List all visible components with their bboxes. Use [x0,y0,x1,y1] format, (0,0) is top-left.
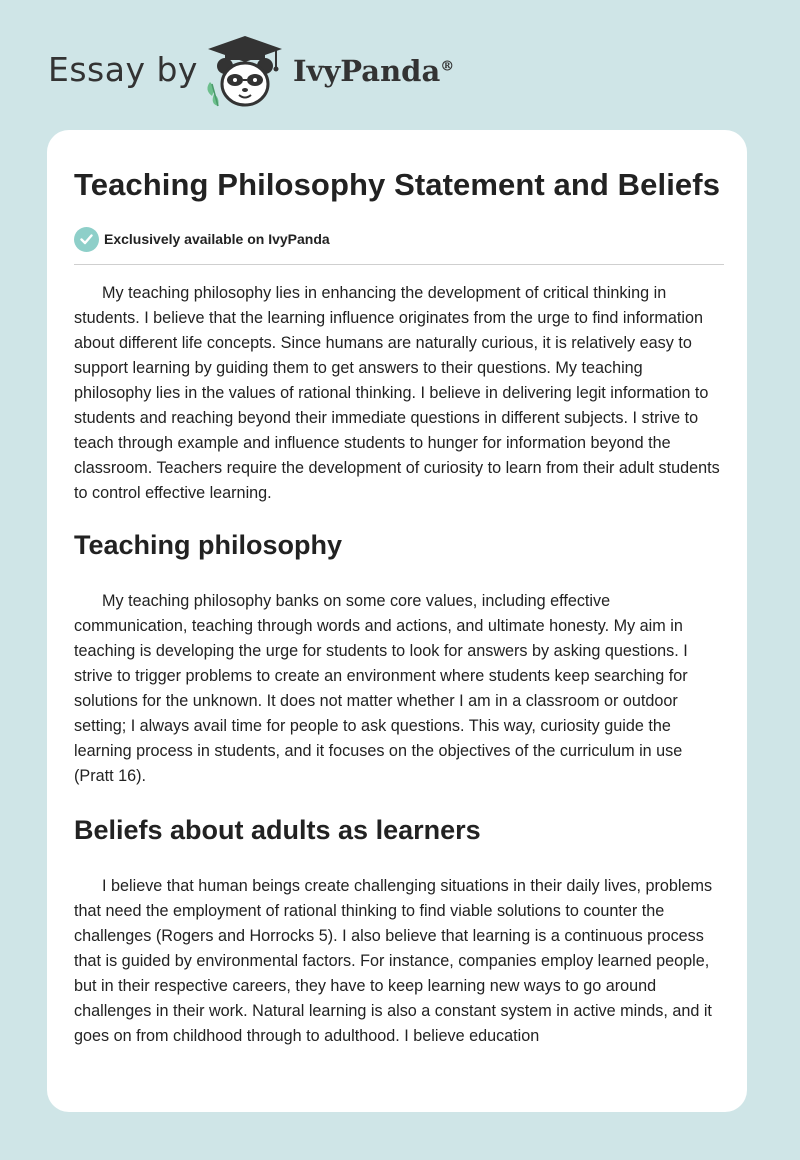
check-icon [74,227,99,252]
registered-mark: ® [440,58,455,75]
brand-name[interactable] [293,54,454,88]
divider [74,264,724,265]
badge-label: Exclusively available on IvyPanda [104,231,330,247]
panda-logo-icon[interactable] [200,34,290,108]
exclusive-badge [74,226,724,252]
essay-by-label: Essay by [48,50,198,89]
brand-text: IvyPanda [293,54,441,88]
article-title: Teaching Philosophy Statement and Beliefs [74,167,721,202]
section-heading-beliefs: Beliefs about adults as learners [74,815,481,845]
site-header [0,0,800,130]
article-content [74,164,724,1049]
article-card [47,130,747,1112]
section-heading-teaching-philosophy: Teaching philosophy [74,530,343,560]
beliefs-paragraph: I believe that human beings create challenging situations in their daily lives, problems that need the employment of rational thinking to find viable solutions to counter the challenges (Rogers and Horrocks 5). I also believe that learning is a continuous process that is guided by environmental factors. For instance, companies employ learned people, but in their respective careers, they have to keep learning new ways to go around challenges in their work. Natural learning is also a constant system in active minds, and it goes on from childhood through to adulthood. I believe education [74,877,713,1045]
teaching-philosophy-paragraph: My teaching philosophy banks on some core values, including effective communication, teaching through words and actions, and ultimate honesty. My aim in teaching is developing the urge for students to look for answers by asking questions. I strive to trigger problems to create an environment where students keep searching for solutions for the unknown. It does not matter whether I am in a classroom or outdoor setting; I always avail time for people to ask questions. This way, curiosity guide the learning process in students, and it focuses on the objectives of the curriculum in use (Pratt 16). [74,592,688,785]
intro-paragraph: My teaching philosophy lies in enhancing the development of critical thinking in students. I believe that the learning influence originates from the urge to find information about different life concepts. Since humans are naturally curious, it is relatively easy to support learning by guiding them to get answers to their questions. My teaching philosophy lies in the values of rational thinking. I believe in delivering legit information to students and reaching beyond their immediate questions in different subjects. I strive to teach through example and influence students to hunger for information beyond the classroom. Teachers require the development of curiosity to learn from their adult students to control effective learning. [74,284,720,502]
